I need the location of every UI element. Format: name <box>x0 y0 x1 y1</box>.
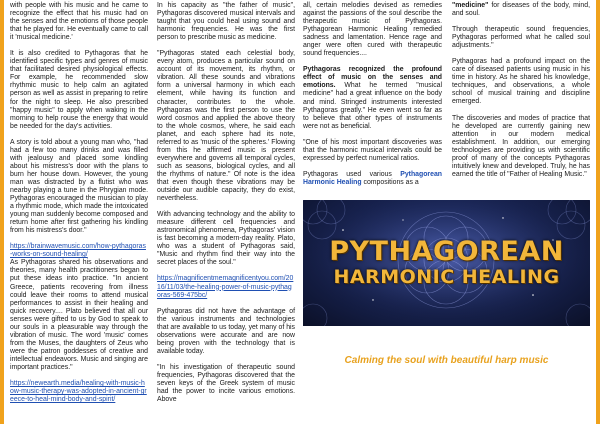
col2-paragraph-3: With advancing technology and the ability to measure different cell frequencies and astronomical phenomena, Pythagoras' vision is fast becoming a modern-day reality. Plato, who was a student of Pythagoras said, "Music and rhythm find their way into the secret places of the soul." <box>157 211 295 267</box>
banner-caption: Calming the soul with beautiful harp music <box>344 355 549 366</box>
col3-paragraph-4 <box>303 171 442 187</box>
col2-source-link[interactable]: https://magnificentmemagnificentyou.com/2016/11/03/the-healing-power-of-music-pythagoras-569-475bc/ <box>157 275 294 299</box>
medicine-bold: "medicine" <box>452 2 489 9</box>
col1-paragraph-4: As Pythagoras shared his observations and theories, many health practitioners began to put these ideas into practice. "In ancient Greece, patients recovering from illness could leave their rooms to attend musical performances to assist in their healing and quick recovery.... Plato believed that all our senses were gifted to us by God to speak to our souls in a pleasurable way through the vibration of music. The word 'music' comes from the Muses, the daughters of Zeus who were the patron goddesses of creative and intellectual endeavors. Music and singing are important practices." <box>10 259 148 371</box>
col1-paragraph-1: with people with his music and he came to recognize the effect that his music had on the senses and the emotions of those people that he played for. He eventually came to call it 'musical medicine.' <box>10 2 148 42</box>
col4-paragraph-3: Pythagoras had a profound impact on the care of diseased patients using music in his time in history. As he shared his knowledge, techniques, and observations, a whole school of musical training and discipline emerged. <box>452 58 590 106</box>
col1-paragraph-3: A story is told about a young man who, "had had a few too many drinks and was filled with jealousy and placed some kindling about his mistress's door with the plans to burn her house down. However, the young man was distracted by a flutist who was nearby playing a tune in the Phrygian mode. Pythagoras encouraged the musician to play a rhythmic mode, which made the intoxicated young man suddenly become composed and return home after first gathering his kindling from his mistress's door." <box>10 138 148 235</box>
col2-paragraph-2: "Pythagoras stated each celestial body, every atom, produces a particular sound on account of its movement, its rhythm, or vibration. All these sounds and vibrations form a universal harmony in which each element, while having its function and character, contributes to the whole. Pythagoras was the first person to use the word cosmos and applied the above theory to the whole cosmos, where, he said each planet, and each sphere had its note, referred to as 'music of the spheres.' Flowing from this he affirmed music is present everywhere and governs all temporal cycles, such as seasons, biological cycles, and all the rhythms of nature." Of note is the idea that even though these vibrations may be outside our audible capacity, they do exist, nevertheless. <box>157 50 295 203</box>
col1-paragraph-2: It is also credited to Pythagoras that he identified specific types and genres of music that facilitated desired physiological effects. For example, he recommended slow rhythmic music to help calm an agitated person as well as assist in preparing to retire for the night to sleep. He also prescribed "happy music" to apply when waking in the morning to help rouse the energy that would be needed for the day's activities. <box>10 50 148 130</box>
col4-paragraph-1-rest: for diseases of the body, mind, and soul. <box>452 2 590 18</box>
col3-paragraph-2-rest: What he termed "musical medicine" had a great influence on the body and mind. Stringed instruments interested Pythagoras greatly." He even went so far as to believe that other types of instruments were not as beneficial. <box>303 82 442 130</box>
col4-paragraph-1 <box>452 2 590 18</box>
harmonic-healing-banner <box>303 200 590 326</box>
col3-bold-lead: Pythagoras recognized the profound effect of music on the senses and emotions. <box>303 66 442 90</box>
column-2 <box>157 2 295 412</box>
column-3 <box>303 2 442 195</box>
col3-paragraph-2 <box>303 66 442 130</box>
col4-paragraph-4: The discoveries and modes of practice that he developed are currently gaining new attention in our modern medical establishment. In addition, our emerging technologies are providing us with scientific proof of many of the concepts Pythagoras intuitively knew and developed. Truly, he has earned the title of "Father of Healing Music." <box>452 114 590 178</box>
col4-paragraph-2: Through therapeutic sound frequencies, Pythagoras performed what he called soul adjustments." <box>452 26 590 50</box>
col3-paragraph-4-start: Pythagoras used various <box>303 170 401 178</box>
banner-title-line-2: HARMONIC HEALING <box>333 266 560 288</box>
col2-paragraph-5: "In his investigation of therapeutic sound frequencies, Pythagoras discovered that the seven keys of the Greek system of music had the power to incite various emotions. Above <box>157 363 295 404</box>
left-accent-band <box>0 0 4 424</box>
col2-paragraph-1: In his capacity as "the father of music", Pythagoras discovered musical intervals and taught that you could heal using sound and harmonic frequencies. He was the first person to prescribe music as medicine. <box>157 2 295 42</box>
col1-source-link-2[interactable]: https://newearth.media/healing-with-music-how-music-therapy-was-adopted-in-ancient-greece-to-heal-mind-body-and-spirit/ <box>10 380 147 404</box>
col3-paragraph-3: "One of his most important discoveries was that the harmonic musical intervals could be expressed by perfect numerical ratios. <box>303 138 442 162</box>
banner-title-line-1: PYTHAGOREAN <box>329 236 564 267</box>
harmonic-healing-link[interactable]: Pythagorean Harmonic Healing <box>303 170 442 186</box>
col3-paragraph-1: all, certain melodies devised as remedies against the passions of the soul describe the therapeutic music of Pythagoras. Pythagorean Harmonic Healing remedied sadness and lamentation. Hence rage and anger were often cured with therapeutic sound frequencies.... <box>303 2 442 58</box>
column-1 <box>10 2 148 412</box>
column-4 <box>452 2 590 187</box>
col3-paragraph-4-end: compositions as a <box>361 178 419 186</box>
col1-source-link-1[interactable]: https://brainwavemusic.com/how-pythagoras-works-on-sound-healing/ <box>10 243 146 259</box>
col2-paragraph-4: Pythagoras did not have the advantage of the various instruments and technologies that are available to us today, yet many of his observations were accurate and are now being proven with the technology that is available today. <box>157 307 295 355</box>
right-accent-band <box>596 0 600 424</box>
